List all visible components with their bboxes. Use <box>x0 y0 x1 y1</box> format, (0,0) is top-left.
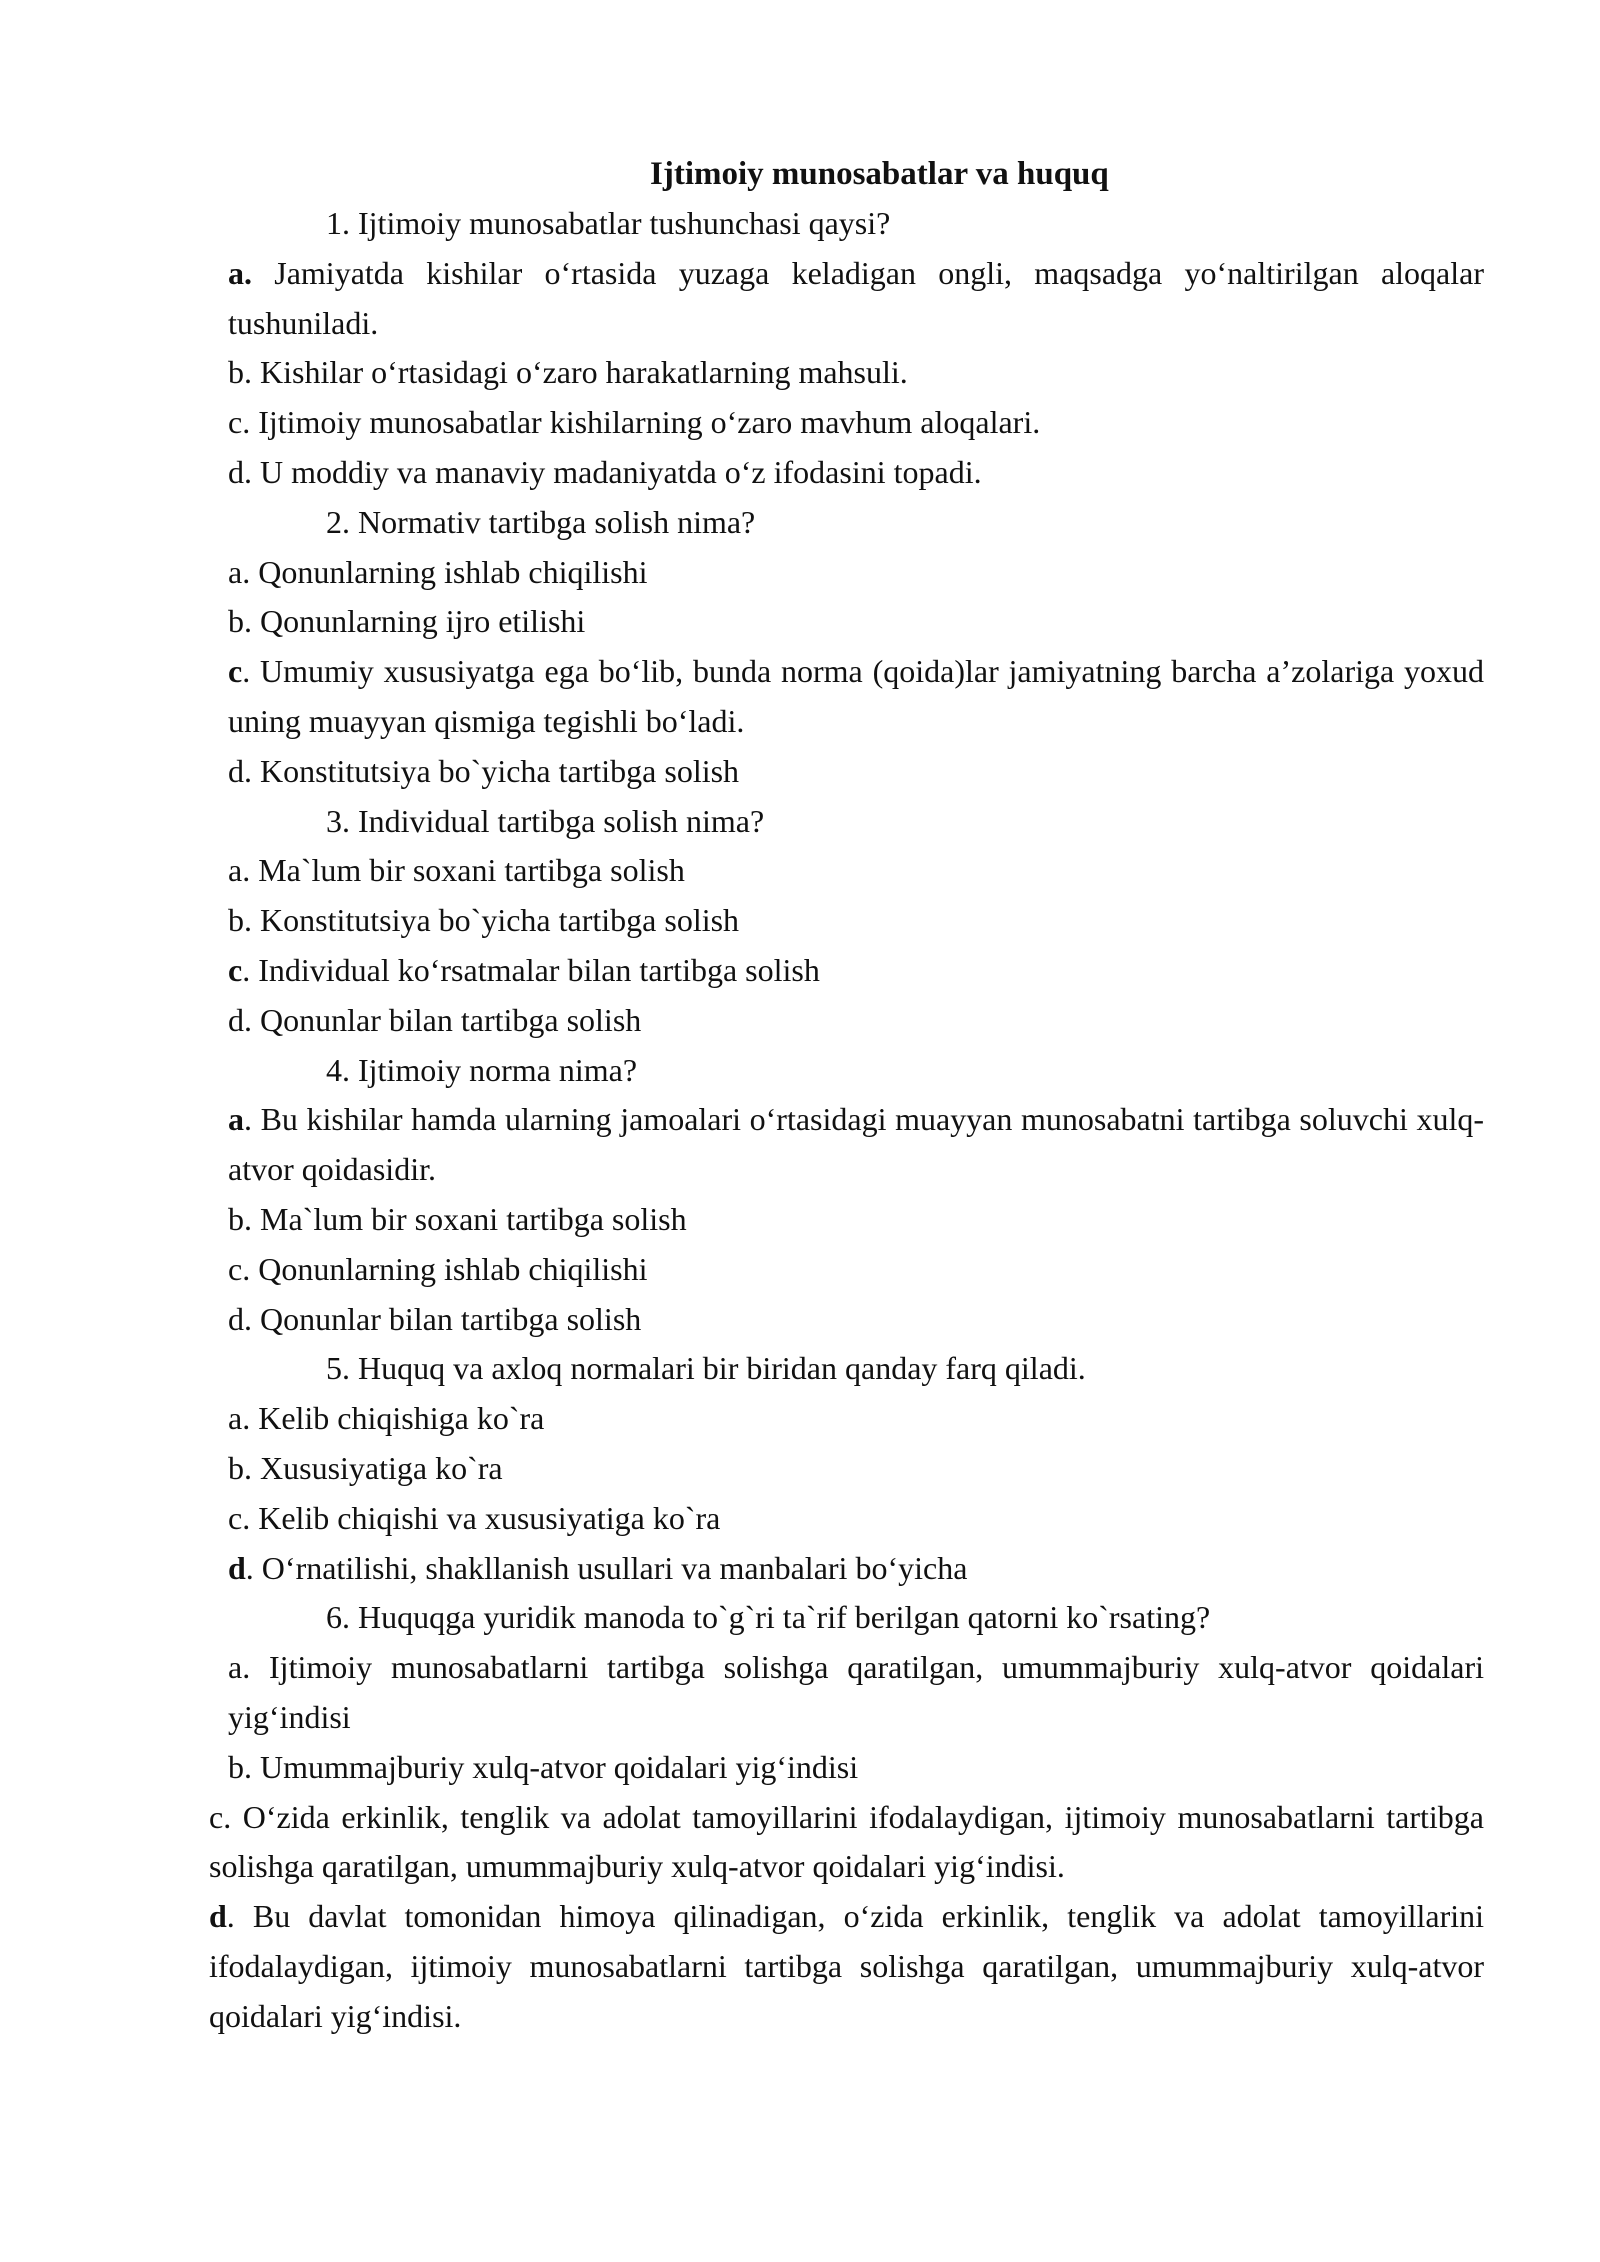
question-6-option-a: a. Ijtimoiy munosabatlarni tartibga solishga qaratilgan, umummajburiy xulq-atvor qoidalari yig‘indisi <box>228 1649 1484 1735</box>
question-2: 2. Normativ tartibga solish nima? <box>326 503 756 540</box>
question-4-option-d: d. Qonunlar bilan tartibga solish <box>228 1300 642 1337</box>
question-1: 1. Ijtimoiy munosabatlar tushunchasi qaysi? <box>326 205 891 241</box>
question-6-option-c: c. O‘zida erkinlik, tenglik va adolat tamoyillarini ifodalaydigan, ijtimoiy munosabatlarni tartibga solishga qaratilgan, umummajburiy xulq-atvor qoidalari yig‘indisi. <box>209 1798 1484 1885</box>
question-3: 3. Individual tartibga solish nima? <box>326 802 765 839</box>
question-3-option-a: a. Ma`lum bir soxani tartibga solish <box>228 852 685 889</box>
question-5-option-a: a. Kelib chiqishiga ko`ra <box>228 1400 545 1437</box>
question-1-option-a: a. Jamiyatda kishilar o‘rtasida yuzaga keladigan ongli, maqsadga yo‘naltirilgan aloqalar tushuniladi. <box>228 254 1484 341</box>
question-6-option-b: b. Umummajburiy xulq-atvor qoidalari yig‘indisi <box>228 1748 859 1785</box>
question-2-option-c: c. Umumiy xususiyatga ega bo‘lib, bunda norma (qoida)lar jamiyatning barcha a’zolariga yoxud uning muayyan qismiga tegishli bo‘ladi. <box>228 653 1484 739</box>
question-2-option-a: a. Qonunlarning ishlab chiqilishi <box>228 553 648 590</box>
question-4-option-a: a. Bu kishilar hamda ularning jamoalari o‘rtasidagi muayyan munosabatni tartibga soluvchi xulq-atvor qoidasidir. <box>228 1101 1484 1188</box>
question-1-option-d: d. U moddiy va manaviy madaniyatda o‘z ifodasini topadi. <box>228 453 982 490</box>
document-title: Ijtimoiy munosabatlar va huquq <box>650 156 1109 192</box>
question-4-option-c: c. Qonunlarning ishlab chiqilishi <box>228 1250 648 1287</box>
question-3-option-d: d. Qonunlar bilan tartibga solish <box>228 1001 642 1038</box>
question-5: 5. Huquq va axloq normalari bir biridan qanday farq qiladi. <box>326 1350 1086 1387</box>
question-5-option-c: c. Kelib chiqishi va xususiyatiga ko`ra <box>228 1499 721 1536</box>
question-2-option-b: b. Qonunlarning ijro etilishi <box>228 603 586 640</box>
question-6: 6. Huquqga yuridik manoda to`g`ri ta`rif berilgan qatorni ko`rsating? <box>326 1599 1211 1636</box>
answer-letter-correct: d <box>209 1898 227 1935</box>
question-5-option-d: d. O‘rnatilishi, shakllanish usullari va manbalari bo‘yicha <box>228 1549 968 1586</box>
question-1-option-c: c. Ijtimoiy munosabatlar kishilarning o‘zaro mavhum aloqalari. <box>228 404 1041 441</box>
answer-letter-correct: c <box>228 951 243 988</box>
question-3-option-c: c. Individual ko‘rsatmalar bilan tartibga solish <box>228 951 820 988</box>
question-4-option-b: b. Ma`lum bir soxani tartibga solish <box>228 1200 687 1237</box>
question-2-option-d: d. Konstitutsiya bo`yicha tartibga solish <box>228 752 740 789</box>
question-4: 4. Ijtimoiy norma nima? <box>326 1051 638 1088</box>
answer-letter-correct: a <box>228 1101 244 1138</box>
question-6-option-d: d. Bu davlat tomonidan himoya qilinadigan, o‘zida erkinlik, tenglik va adolat tamoyillarini ifodalaydigan, ijtimoiy munosabatlarni tartibga solishga qaratilgan, umummajburiy xulq-atvor qoidalari yig‘indisi. <box>209 1898 1484 2034</box>
answer-letter-correct: a. <box>228 254 252 291</box>
question-1-option-b: b. Kishilar o‘rtasidagi o‘zaro harakatlarning mahsuli. <box>228 354 908 391</box>
question-list <box>209 199 1484 2041</box>
answer-letter-correct: c <box>228 653 243 690</box>
question-5-option-b: b. Xususiyatiga ko`ra <box>228 1449 503 1486</box>
answer-letter-correct: d <box>228 1549 246 1586</box>
question-3-option-b: b. Konstitutsiya bo`yicha tartibga solish <box>228 902 740 939</box>
